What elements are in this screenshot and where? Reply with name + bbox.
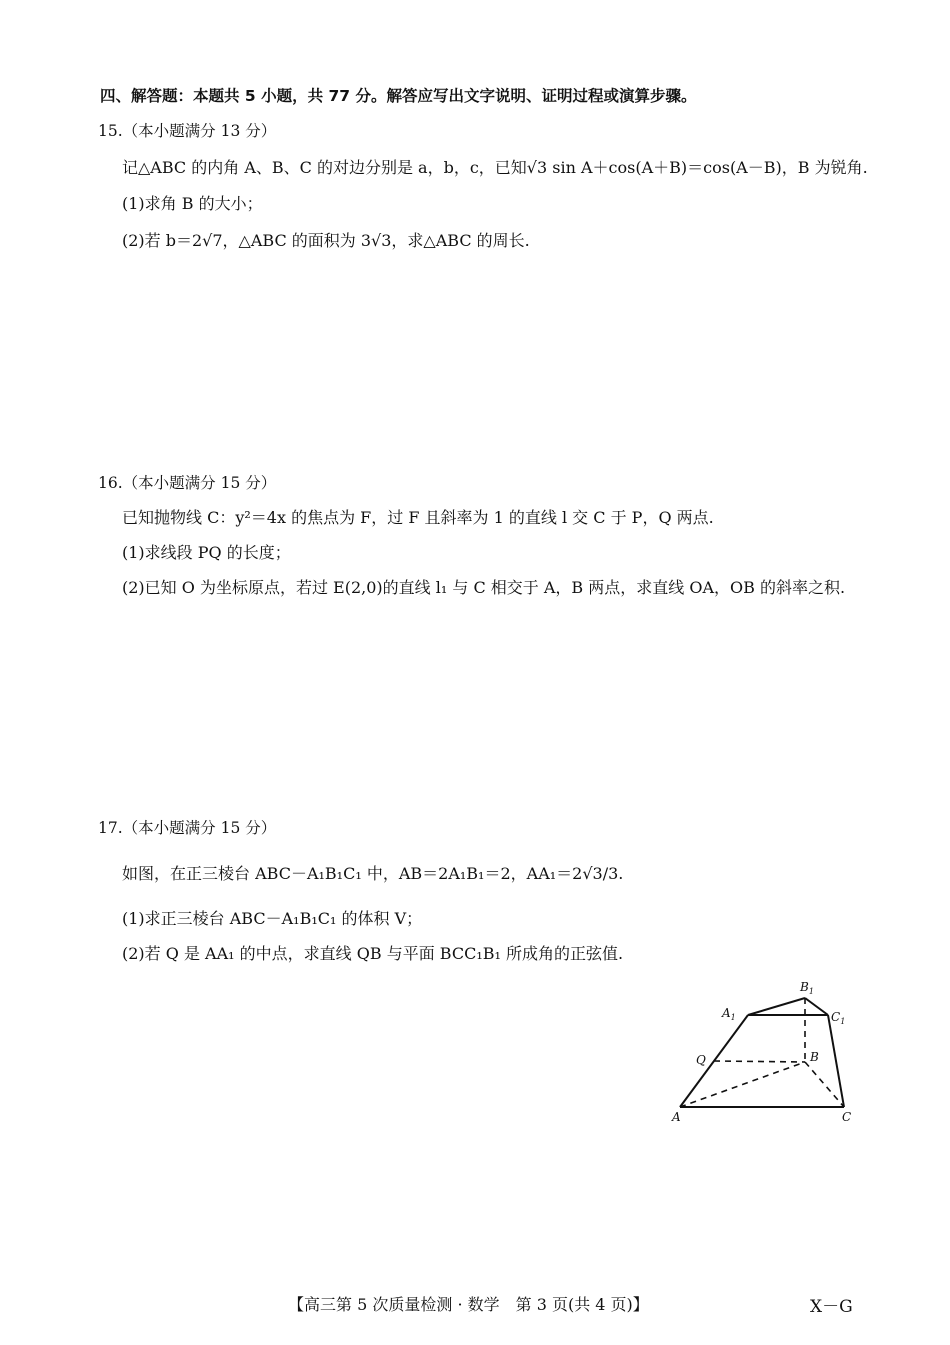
footer-text: 【高三第 5 次质量检测 · 数学 第 3 页(共 4 页)】 (288, 1295, 649, 1314)
edge-a1-b1 (748, 998, 805, 1015)
label-a: A (672, 1110, 681, 1124)
question-17-part-2: (2)若 Q 是 AA₁ 的中点，求直线 QB 与平面 BCC₁B₁ 所成角的正弦值. (122, 944, 624, 963)
edge-a-b (680, 1062, 805, 1107)
label-b: B (810, 1050, 819, 1064)
question-15-stem: 记△ABC 的内角 A、B、C 的对边分别是 a，b，c，已知√3 sin A＋cos(A＋B)＝cos(A－B)，B 为锐角. (122, 158, 868, 177)
question-15-part-2: (2)若 b＝2√7，△ABC 的面积为 3√3，求△ABC 的周长. (122, 231, 530, 250)
question-16-part-2: (2)已知 O 为坐标原点，若过 E(2,0)的直线 l₁ 与 C 相交于 A，B 两点，求直线 OA，OB 的斜率之积. (122, 578, 846, 597)
question-17-header: 17.（本小题满分 15 分） (98, 819, 277, 837)
label-b1: $B_1$ (800, 980, 814, 996)
question-16-stem: 已知抛物线 C：y²＝4x 的焦点为 F，过 F 且斜率为 1 的直线 l 交 C 于 P，Q 两点. (122, 508, 714, 527)
question-16-header: 16.（本小题满分 15 分） (98, 474, 277, 492)
paper-code: X－G (810, 1297, 853, 1317)
label-c: C (842, 1110, 852, 1124)
question-16-part-1: (1)求线段 PQ 的长度； (122, 543, 291, 562)
label-c1: $C_1$ (831, 1010, 846, 1026)
question-17-part-1: (1)求正三棱台 ABC－A₁B₁C₁ 的体积 V； (122, 909, 423, 928)
label-a1: $A_1$ (722, 1006, 736, 1022)
section-heading: 四、解答题：本题共 5 小题，共 77 分。解答应写出文字说明、证明过程或演算步骤。 (100, 87, 697, 105)
edge-c-c1 (828, 1015, 844, 1107)
label-q: Q (696, 1053, 706, 1067)
segment-q-b (714, 1061, 805, 1062)
question-15-part-1: (1)求角 B 的大小； (122, 194, 263, 213)
edge-b1-c1 (805, 998, 828, 1015)
question-15-header: 15.（本小题满分 13 分） (98, 122, 277, 140)
question-17-stem: 如图，在正三棱台 ABC－A₁B₁C₁ 中，AB＝2A₁B₁＝2，AA₁＝2√3/3. (122, 864, 624, 883)
frustum-figure (660, 975, 860, 1125)
